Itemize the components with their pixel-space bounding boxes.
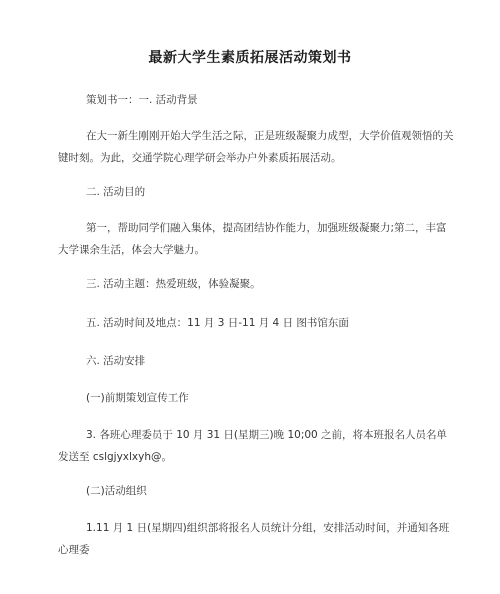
paragraph-signup: 3. 各班心理委员于 10 月 31 日(星期三)晚 10;00 之前，将本班报名人员名单发送至 cslgjyxlxyh@。	[58, 429, 448, 463]
document-title: 最新大学生素质拓展活动策划书	[148, 50, 352, 66]
section-heading-schedule: 六. 活动安排	[86, 355, 146, 367]
paragraph-theme: 三. 活动主题：热爱班级，体验凝聚。	[86, 278, 261, 290]
section-heading-background: 策划书一：一. 活动背景	[86, 94, 198, 106]
paragraph-organization: 1.11 月 1 日(星期四)组织部将报名人员统计分组，安排活动时间，并通知各班心理委	[58, 522, 450, 556]
subheading-planning: (一)前期策划宣传工作	[86, 392, 189, 404]
paragraph-time-location: 五. 活动时间及地点：11 月 3 日-11 月 4 日 图书馆东面	[86, 317, 349, 329]
subheading-organization: (二)活动组织	[86, 485, 147, 497]
paragraph-purpose: 第一，帮助同学们融入集体，提高团结协作能力，加强班级凝聚力;第二，丰富大学课余生活，体会大学魅力。	[58, 222, 447, 256]
section-heading-purpose: 二. 活动目的	[86, 186, 146, 198]
paragraph-background: 在大一新生刚刚开始大学生活之际，正是班级凝聚力成型，大学价值观领悟的关键时刻。为此，交通学院心理学研会举办户外素质拓展活动。	[58, 130, 454, 164]
